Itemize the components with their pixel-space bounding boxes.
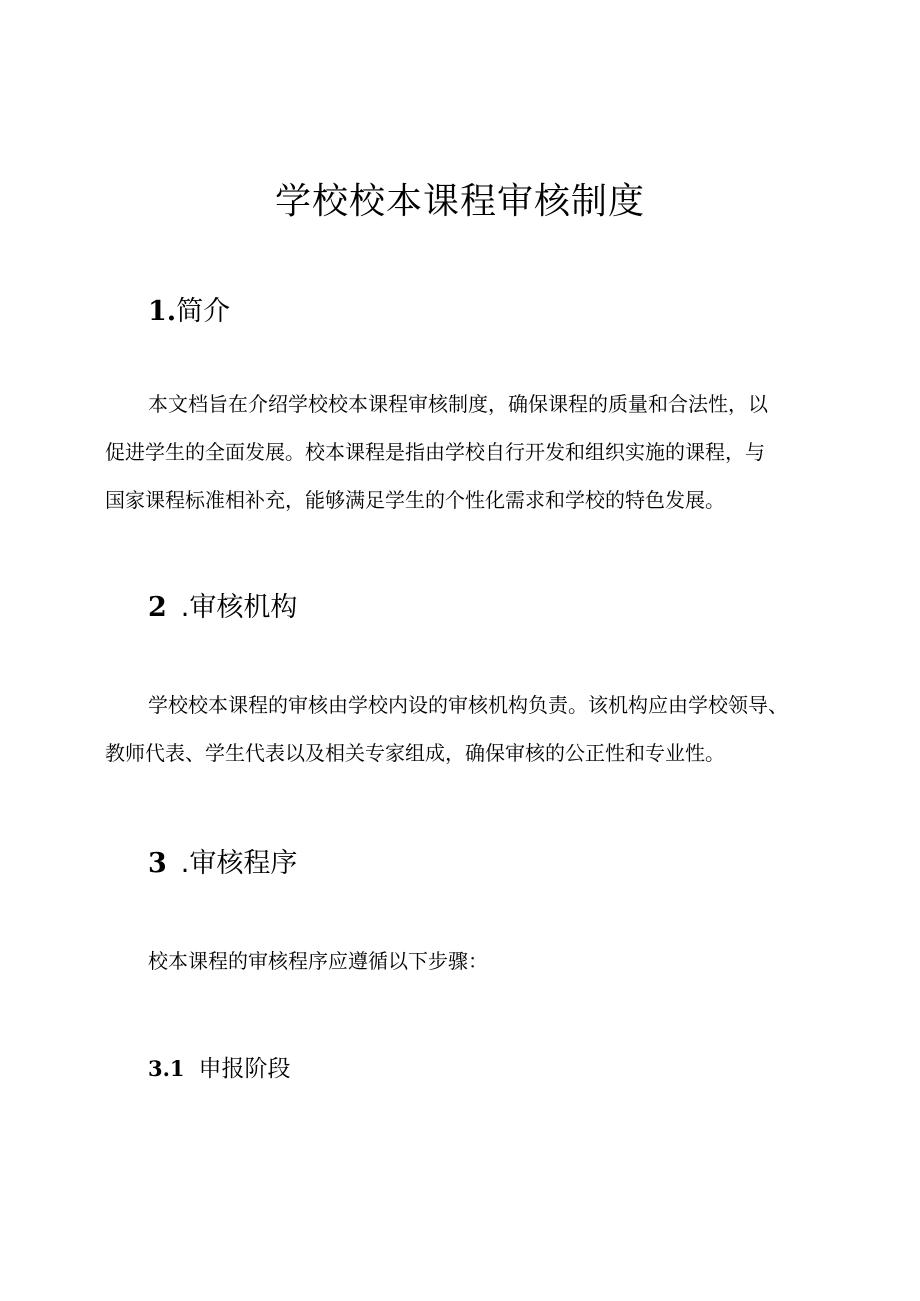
subsection-3-1-heading (148, 1053, 291, 1085)
paragraph-line: 本文档旨在介绍学校校本课程审核制度，确保课程的质量和合法性，以 (148, 392, 768, 416)
paragraph-line: 校本课程的审核程序应遵循以下步骤： (148, 949, 488, 973)
section-1-heading (148, 294, 230, 330)
section-1-title: 简介 (176, 296, 231, 327)
section-3-title: .审核程序 (180, 848, 298, 879)
section-1-number: 1. (148, 296, 177, 327)
section-3-paragraph (105, 937, 820, 985)
paragraph-line: 教师代表、学生代表以及相关专家组成，确保审核的公正性和专业性。 (105, 741, 725, 765)
document-title: 学校校本课程审核制度 (274, 181, 645, 222)
section-2-number: 2 (148, 592, 167, 623)
subsection-3-1-title: 申报阶段 (198, 1056, 291, 1082)
paragraph-line: 学校校本课程的审核由学校内设的审核机构负责。该机构应由学校领导、 (148, 693, 788, 717)
paragraph-line: 促进学生的全面发展。校本课程是指由学校自行开发和组织实施的课程，与 (105, 440, 765, 464)
subsection-3-1-number: 3.1 (148, 1056, 185, 1081)
section-3-heading (148, 846, 297, 882)
section-2-paragraph (105, 681, 820, 777)
paragraph-line: 国家课程标准相补充，能够满足学生的个性化需求和学校的特色发展。 (105, 488, 725, 512)
section-2-title: .审核机构 (180, 592, 298, 623)
section-2-heading (148, 590, 297, 626)
section-3-number: 3 (148, 848, 167, 879)
section-1-paragraph (105, 380, 820, 524)
